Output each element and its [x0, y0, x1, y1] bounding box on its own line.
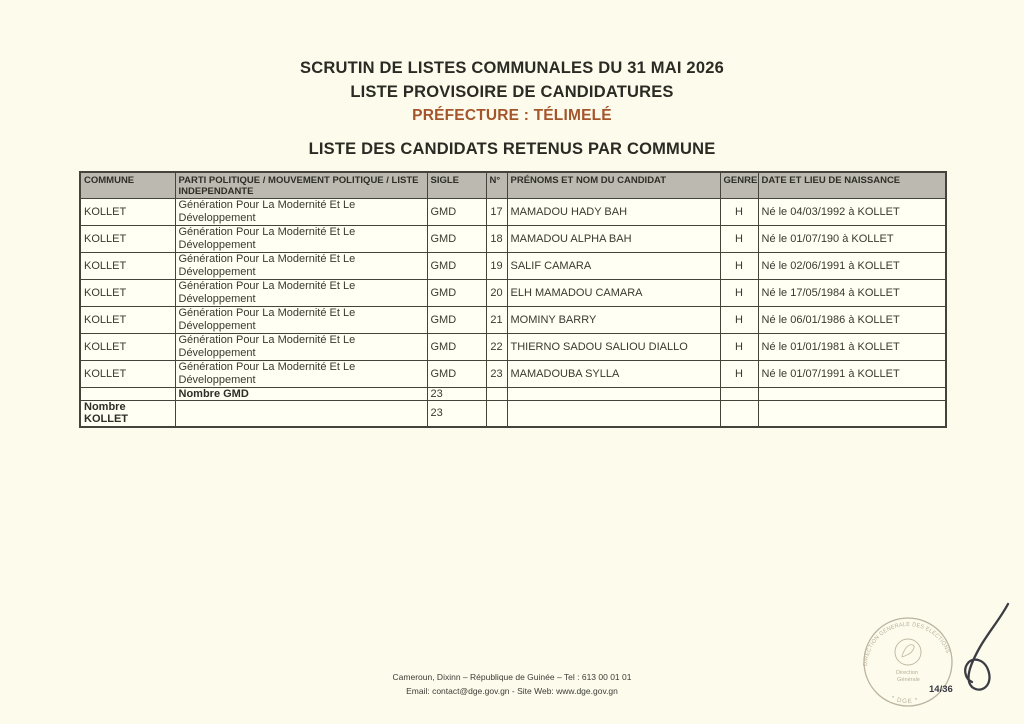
cell-numero: 21 — [486, 306, 507, 333]
table-row — [80, 198, 946, 225]
cell-parti: Génération Pour La Modernité Et Le Développement — [175, 252, 427, 279]
table-row — [80, 306, 946, 333]
cell-nom: MAMADOU ALPHA BAH — [507, 225, 720, 252]
cell-sigle: GMD — [427, 279, 486, 306]
cell-numero: 22 — [486, 333, 507, 360]
cell-parti: Génération Pour La Modernité Et Le Développement — [175, 333, 427, 360]
empty-cell — [758, 387, 946, 400]
title-subtitle: LISTE DES CANDIDATS RETENUS PAR COMMUNE — [308, 140, 716, 158]
cell-sigle: GMD — [427, 225, 486, 252]
cell-commune: KOLLET — [80, 333, 175, 360]
table-header-row — [80, 172, 946, 198]
cell-genre: H — [720, 306, 758, 333]
cell-nom: THIERNO SADOU SALIOU DIALLO — [507, 333, 720, 360]
cell-parti: Génération Pour La Modernité Et Le Développement — [175, 225, 427, 252]
empty-cell — [758, 401, 946, 427]
col-header-nom: PRÉNOMS ET NOM DU CANDIDAT — [507, 172, 720, 198]
cell-sigle: GMD — [427, 198, 486, 225]
empty-cell — [720, 401, 758, 427]
table-row — [80, 360, 946, 387]
cell-naissance: Né le 01/07/190 à KOLLET — [758, 225, 946, 252]
footer-contact-line: Email: contact@dge.gov.gn - Site Web: www.dge.gov.gn — [406, 686, 618, 696]
cell-genre: H — [720, 198, 758, 225]
cell-genre: H — [720, 252, 758, 279]
empty-cell — [507, 387, 720, 400]
cell-naissance: Né le 01/01/1981 à KOLLET — [758, 333, 946, 360]
summary-gmd-label: Nombre GMD — [175, 387, 427, 400]
empty-cell — [175, 401, 427, 427]
cell-sigle: GMD — [427, 360, 486, 387]
cell-parti: Génération Pour La Modernité Et Le Développement — [175, 360, 427, 387]
cell-naissance: Né le 17/05/1984 à KOLLET — [758, 279, 946, 306]
stamp-center-line1: Direction — [896, 670, 919, 676]
col-header-parti: PARTI POLITIQUE / MOUVEMENT POLITIQUE / LISTE INDEPENDANTE — [175, 172, 427, 198]
cell-naissance: Né le 04/03/1992 à KOLLET — [758, 198, 946, 225]
stamp-center-line2: Générale — [897, 677, 921, 683]
table-row — [80, 279, 946, 306]
table-row — [80, 225, 946, 252]
cell-commune: KOLLET — [80, 198, 175, 225]
cell-parti: Génération Pour La Modernité Et Le Développement — [175, 279, 427, 306]
title-prefecture: PRÉFECTURE : TÉLIMELÉ — [412, 107, 612, 124]
col-header-naissance: DATE ET LIEU DE NAISSANCE — [758, 172, 946, 198]
empty-cell — [80, 387, 175, 400]
page-number: 14/36 — [929, 684, 953, 695]
cell-nom: SALIF CAMARA — [507, 252, 720, 279]
cell-numero: 23 — [486, 360, 507, 387]
cell-numero: 19 — [486, 252, 507, 279]
cell-genre: H — [720, 360, 758, 387]
cell-nom: MAMADOU HADY BAH — [507, 198, 720, 225]
table-row — [80, 333, 946, 360]
col-header-commune: COMMUNE — [80, 172, 175, 198]
cell-genre: H — [720, 279, 758, 306]
cell-genre: H — [720, 333, 758, 360]
col-header-genre: GENRE — [720, 172, 758, 198]
summary-row-kollet — [80, 401, 946, 427]
summary-row-gmd — [80, 387, 946, 400]
cell-genre: H — [720, 225, 758, 252]
cell-naissance: Né le 01/07/1991 à KOLLET — [758, 360, 946, 387]
cell-sigle: GMD — [427, 252, 486, 279]
cell-nom: MAMADOUBA SYLLA — [507, 360, 720, 387]
table-row — [80, 252, 946, 279]
cell-commune: KOLLET — [80, 252, 175, 279]
cell-nom: ELH MAMADOU CAMARA — [507, 279, 720, 306]
cell-nom: MOMINY BARRY — [507, 306, 720, 333]
candidates-table — [79, 171, 947, 428]
cell-numero: 18 — [486, 225, 507, 252]
stamp-emblem — [902, 645, 914, 657]
cell-commune: KOLLET — [80, 360, 175, 387]
cell-numero: 20 — [486, 279, 507, 306]
cell-sigle: GMD — [427, 306, 486, 333]
document-header — [0, 56, 1024, 127]
cell-parti: Génération Pour La Modernité Et Le Développement — [175, 198, 427, 225]
cell-naissance: Né le 06/01/1986 à KOLLET — [758, 306, 946, 333]
empty-cell — [507, 401, 720, 427]
cell-commune: KOLLET — [80, 279, 175, 306]
cell-commune: KOLLET — [80, 306, 175, 333]
title-liste-provisoire: LISTE PROVISOIRE DE CANDIDATURES — [350, 83, 674, 101]
footer-address-line: Cameroun, Dixinn – République de Guinée – Tel : 613 00 01 01 — [392, 672, 632, 682]
summary-kollet-value: 23 — [427, 401, 486, 427]
document-footer — [0, 670, 1024, 698]
summary-gmd-value: 23 — [427, 387, 486, 400]
stamp-ring-text-bottom: * DGE * — [890, 694, 920, 706]
empty-cell — [720, 387, 758, 400]
title-scrutin: SCRUTIN DE LISTES COMMUNALES DU 31 MAI 2026 — [300, 59, 724, 77]
empty-cell — [486, 387, 507, 400]
summary-kollet-label: Nombre KOLLET — [80, 401, 175, 427]
cell-sigle: GMD — [427, 333, 486, 360]
cell-parti: Génération Pour La Modernité Et Le Développement — [175, 306, 427, 333]
cell-naissance: Né le 02/06/1991 à KOLLET — [758, 252, 946, 279]
cell-commune: KOLLET — [80, 225, 175, 252]
empty-cell — [486, 401, 507, 427]
col-header-sigle: SIGLE — [427, 172, 486, 198]
stamp-ring-text-top: DIRECTION GENERALE DES ELECTIONS — [862, 621, 951, 667]
col-header-numero: N° — [486, 172, 507, 198]
cell-numero: 17 — [486, 198, 507, 225]
